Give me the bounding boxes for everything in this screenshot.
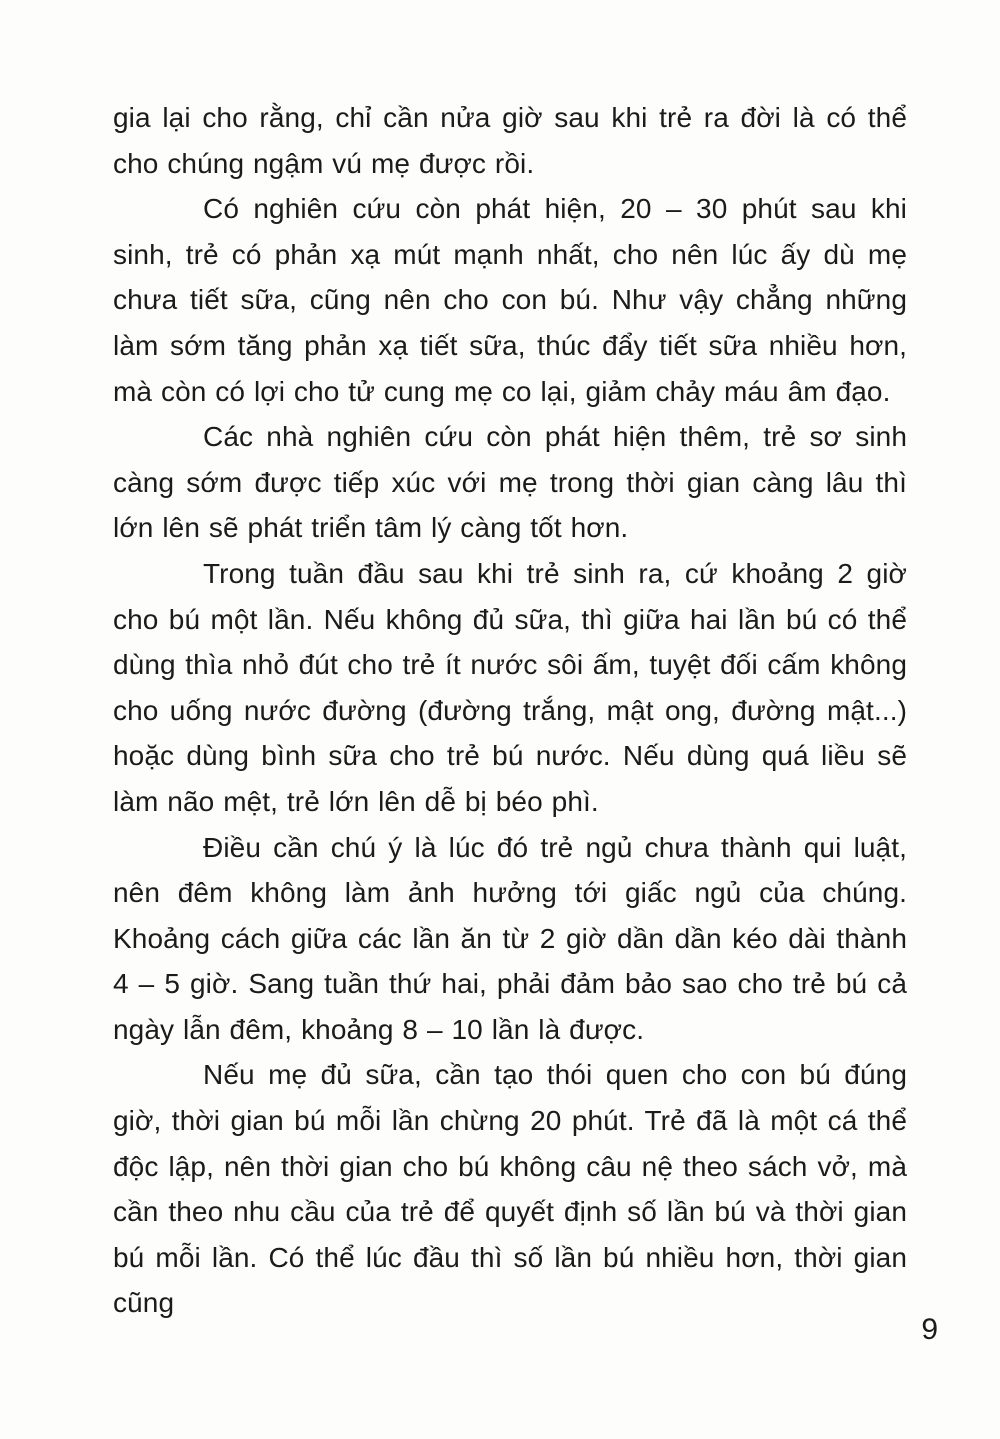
- page-number: 9: [921, 1313, 938, 1346]
- paragraph: Có nghiên cứu còn phát hiện, 20 – 30 phút sau khi sinh, trẻ có phản xạ mút mạnh nhất, cho nên lúc ấy dù mẹ chưa tiết sữa, cũng nên cho con bú. Như vậy chẳng những làm sớm tăng phản xạ tiết sữa, thúc đẩy tiết sữa nhiều hơn, mà còn có lợi cho tử cung mẹ co lại, giảm chảy máu âm đạo.: [113, 193, 907, 407]
- paragraph: Các nhà nghiên cứu còn phát hiện thêm, trẻ sơ sinh càng sớm được tiếp xúc với mẹ trong thời gian càng lâu thì lớn lên sẽ phát triển tâm lý càng tốt hơn.: [113, 421, 907, 544]
- paragraph: Điều cần chú ý là lúc đó trẻ ngủ chưa thành qui luật, nên đêm không làm ảnh hưởng tới giấc ngủ của chúng. Khoảng cách giữa các lần ăn từ 2 giờ dần dần kéo dài thành 4 – 5 giờ. Sang tuần thứ hai, phải đảm bảo sao cho trẻ bú cả ngày lẫn đêm, khoảng 8 – 10 lần là được.: [113, 831, 907, 1045]
- paragraph: Nếu mẹ đủ sữa, cần tạo thói quen cho con bú đúng giờ, thời gian bú mỗi lần chừng 20 phút. Trẻ đã là một cá thể độc lập, nên thời gian cho bú không câu nệ theo sách vở, mà cần theo nhu cầu của trẻ để quyết định số lần bú và thời gian bú mỗi lần. Có thể lúc đầu thì số lần bú nhiều hơn, thời gian cũng: [113, 1059, 907, 1319]
- page-text-block: [113, 95, 907, 1326]
- paragraph: gia lại cho rằng, chỉ cần nửa giờ sau khi trẻ ra đời là có thể cho chúng ngậm vú mẹ được rồi.: [113, 102, 907, 179]
- paragraph: Trong tuần đầu sau khi trẻ sinh ra, cứ khoảng 2 giờ cho bú một lần. Nếu không đủ sữa, thì giữa hai lần bú có thể dùng thìa nhỏ đút cho trẻ ít nước sôi ấm, tuyệt đối cấm không cho uống nước đường (đường trắng, mật ong, đường mật...) hoặc dùng bình sữa cho trẻ bú nước. Nếu dùng quá liều sẽ làm não mệt, trẻ lớn lên dễ bị béo phì.: [113, 557, 907, 817]
